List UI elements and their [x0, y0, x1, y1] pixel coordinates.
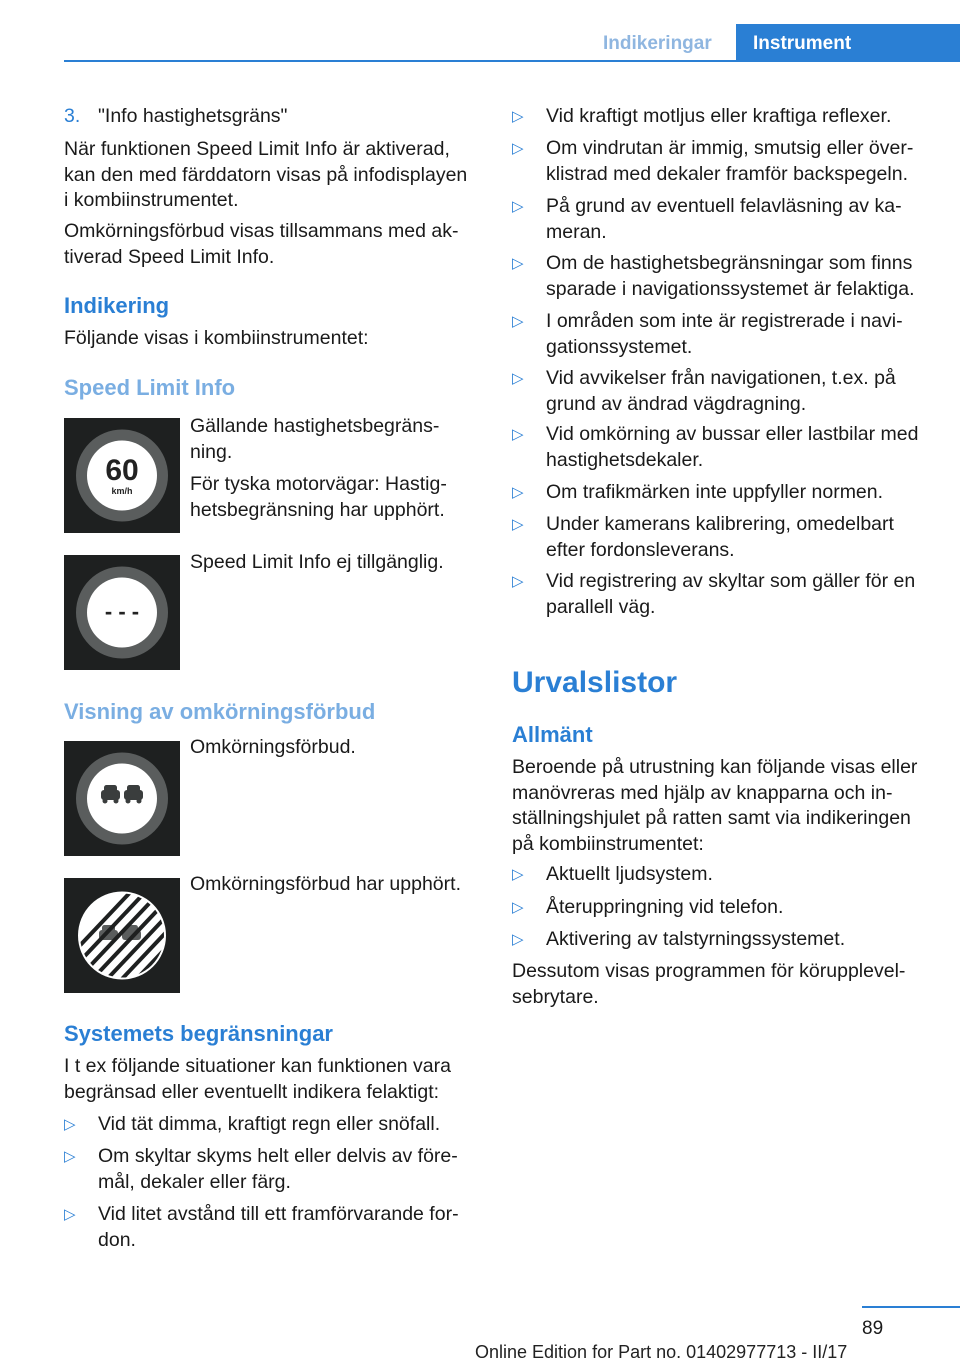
sign-description: Omkörningsförbud.	[190, 736, 356, 758]
item-title: "Info hastighetsgräns"	[98, 105, 288, 127]
paragraph: I t ex följande situationer kan funktionen vara begränsad eller eventuellt indikera felaktigt:	[64, 1055, 451, 1103]
list-item	[512, 366, 930, 417]
bullet-triangle-icon: ▷	[512, 484, 524, 501]
speed-sign-value: 60	[105, 454, 139, 487]
section-heading: Systemets begränsningar	[64, 1021, 333, 1046]
list-item-text: Vid kraftigt motljus eller kraftiga reflexer.	[546, 105, 892, 127]
bullet-triangle-icon: ▷	[512, 516, 524, 533]
list-item-text: Om trafikmärken inte uppfyller normen.	[546, 481, 884, 503]
list-item-text: Aktivering av talstyrningssystemet.	[546, 928, 846, 950]
speed-limit-60-sign-icon	[64, 418, 180, 533]
list-item	[512, 309, 930, 360]
sign-description: Speed Limit Info ej tillgänglig.	[190, 551, 444, 573]
bullet-triangle-icon: ▷	[64, 1116, 76, 1133]
list-item	[512, 512, 930, 563]
bullet-triangle-icon: ▷	[512, 108, 524, 125]
list-item	[512, 104, 930, 130]
list-item	[512, 422, 930, 473]
paragraph: Beroende på utrustning kan följande visas eller manövreras med hjälp av knapparna och inställningshjulet på ratten samt via indikeringen på kombiinstrumentet:	[512, 756, 918, 855]
bullet-triangle-icon: ▷	[512, 255, 524, 272]
list-item-text: Vid omkörning av bussar eller lastbilar med hastighetsdekaler.	[546, 423, 919, 471]
page-header	[0, 0, 960, 62]
bullet-triangle-icon: ▷	[512, 140, 524, 157]
chapter-heading: Urvalslistor	[512, 666, 678, 699]
header-rule	[64, 60, 960, 62]
paragraph: Dessutom visas programmen för körupplevelsebrytare.	[512, 960, 906, 1008]
bullet-triangle-icon: ▷	[64, 1148, 76, 1165]
list-item	[512, 194, 930, 245]
list-item-text: På grund av eventuell felavläsning av kameran.	[546, 195, 902, 243]
list-item	[512, 569, 930, 620]
section-heading: Indikering	[64, 293, 170, 318]
list-item	[512, 862, 930, 888]
list-item-text: Om de hastighetsbegränsningar som finns sparade i navigationssystemet är felaktiga.	[546, 252, 915, 300]
list-item	[512, 480, 930, 506]
list-item-text: Under kamerans kalibrering, omedelbart efter fordonsleverans.	[546, 513, 894, 561]
bullet-triangle-icon: ▷	[512, 313, 524, 330]
sign-description: Gällande hastighetsbegränsning.	[190, 415, 440, 463]
list-item-text: Vid avvikelser från navigationen, t.ex. på grund av ändrad vägdragning.	[546, 367, 896, 415]
sign-description: För tyska motorvägar: Hastighetsbegränsning har upphört.	[190, 473, 447, 521]
end-of-no-overtaking-sign-icon	[64, 878, 180, 993]
paragraph: Följande visas i kombiinstrumentet:	[64, 327, 369, 349]
list-item-text: Vid registrering av skyltar som gäller för en parallell väg.	[546, 570, 916, 618]
bullet-triangle-icon: ▷	[512, 426, 524, 443]
list-item	[512, 927, 930, 953]
paragraph: Omkörningsförbud visas tillsammans med aktiverad Speed Limit Info.	[64, 220, 459, 268]
subsection-heading: Speed Limit Info	[64, 375, 236, 400]
page-number: 89	[862, 1318, 884, 1339]
list-item	[64, 1202, 474, 1253]
list-item-text: I områden som inte är registrerade i navigationssystemet.	[546, 310, 903, 358]
bullet-triangle-icon: ▷	[512, 866, 524, 883]
list-item-text: Om skyltar skyms helt eller delvis av föremål, dekaler eller färg.	[98, 1145, 458, 1193]
list-item	[512, 251, 930, 302]
list-item	[64, 1112, 474, 1138]
subsection-heading: Visning av omkörningsförbud	[64, 699, 376, 724]
list-item-text: Återuppringning vid telefon.	[546, 896, 784, 918]
list-item-text: Vid litet avstånd till ett framförvarande fordon.	[98, 1203, 459, 1251]
sign-description: Omkörningsförbud har upphört.	[190, 873, 461, 895]
chapter-label: Instrument	[753, 33, 852, 54]
section-label: Indikeringar	[603, 33, 712, 54]
item-number: 3.	[64, 105, 81, 127]
bullet-triangle-icon: ▷	[512, 573, 524, 590]
bullet-triangle-icon: ▷	[512, 899, 524, 916]
paragraph: När funktionen Speed Limit Info är aktiverad, kan den med färddatorn visas på infodisplayen i kombiinstrumentet.	[64, 138, 468, 211]
bullet-triangle-icon: ▷	[512, 198, 524, 215]
list-item	[512, 895, 930, 921]
bullet-triangle-icon: ▷	[512, 931, 524, 948]
footer-rule	[862, 1306, 960, 1308]
section-heading: Allmänt	[512, 722, 593, 747]
sign-dashes: - - -	[104, 599, 140, 624]
list-item	[512, 136, 930, 187]
list-item-text: Aktuellt ljudsystem.	[546, 863, 713, 885]
no-overtaking-sign-icon	[64, 741, 180, 856]
speed-sign-unit: km/h	[111, 486, 133, 496]
list-item-text: Om vindrutan är immig, smutsig eller överklistrad med dekaler framför backspegeln.	[546, 137, 914, 185]
list-item-text: Vid tät dimma, kraftigt regn eller snöfall.	[98, 1113, 441, 1135]
list-item	[64, 1144, 474, 1195]
bullet-triangle-icon: ▷	[512, 370, 524, 387]
bullet-triangle-icon: ▷	[64, 1206, 76, 1223]
speed-limit-unavailable-sign-icon	[64, 555, 180, 670]
edition-note: Online Edition for Part no. 01402977713 - II/17	[475, 1342, 848, 1362]
